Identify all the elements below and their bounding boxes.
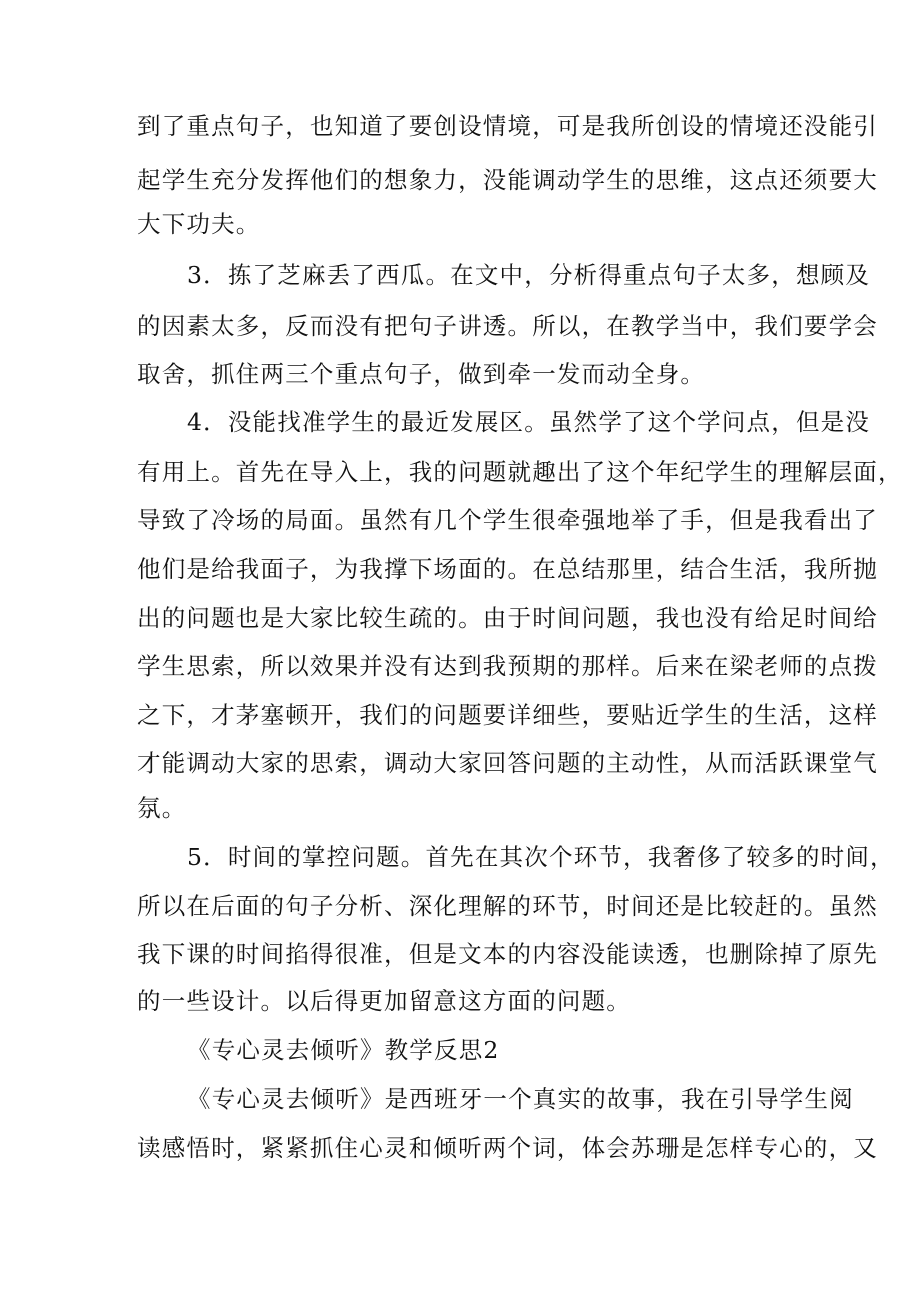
text-line: 我下课的时间掐得很准，但是文本的内容没能读透，也删除掉了原先 bbox=[137, 940, 878, 968]
text-line: 有用上。首先在导入上，我的问题就趣出了这个年纪学生的理解层面， bbox=[137, 458, 903, 486]
text-line: 大下功夫。 bbox=[137, 210, 261, 238]
text-line: 所以在后面的句子分析、深化理解的环节，时间还是比较赶的。虽然 bbox=[137, 892, 878, 920]
text-line: 5．时间的掌控问题。首先在其次个环节，我奢侈了较多的时间， bbox=[187, 843, 895, 871]
text-line: 他们是给我面子，为我撑下场面的。在总结那里，结合生活，我所抛 bbox=[137, 555, 878, 583]
text-line: 4．没能找准学生的最近发展区。虽然学了这个学问点，但是没 bbox=[187, 408, 871, 436]
text-line: 的一些设计。以后得更加留意这方面的问题。 bbox=[137, 987, 631, 1015]
text-line: 取舍，抓住两三个重点句子，做到牵一发而动全身。 bbox=[137, 360, 706, 388]
text-line: 氛。 bbox=[137, 794, 187, 822]
text-line: 3．拣了芝麻丢了西瓜。在文中，分析得重点句子太多，想顾及 bbox=[187, 261, 871, 289]
text-line: 起学生充分发挥他们的想象力，没能调动学生的思维，这点还须要大 bbox=[137, 166, 878, 194]
section-heading: 《专心灵去倾听》教学反思2 bbox=[187, 1036, 500, 1064]
text-line: 读感悟时，紧紧抓住心灵和倾听两个词，体会苏珊是怎样专心的，又 bbox=[137, 1134, 878, 1162]
text-line: 才能调动大家的思索，调动大家回答问题的主动性，从而活跃课堂气 bbox=[137, 749, 878, 777]
text-line: 学生思索，所以效果并没有达到我预期的那样。后来在梁老师的点拨 bbox=[137, 652, 878, 680]
text-line: 出的问题也是大家比较生疏的。由于时间问题，我也没有给足时间给 bbox=[137, 604, 878, 632]
text-line: 导致了冷场的局面。虽然有几个学生很牵强地举了手，但是我看出了 bbox=[137, 506, 878, 534]
text-line: 的因素太多，反而没有把句子讲透。所以，在教学当中，我们要学会 bbox=[137, 312, 878, 340]
text-line: 《专心灵去倾听》是西班牙一个真实的故事，我在引导学生阅 bbox=[187, 1085, 854, 1113]
text-line: 之下，才茅塞顿开，我们的问题要详细些，要贴近学生的生活，这样 bbox=[137, 701, 878, 729]
text-line: 到了重点句子，也知道了要创设情境，可是我所创设的情境还没能引 bbox=[137, 112, 878, 140]
